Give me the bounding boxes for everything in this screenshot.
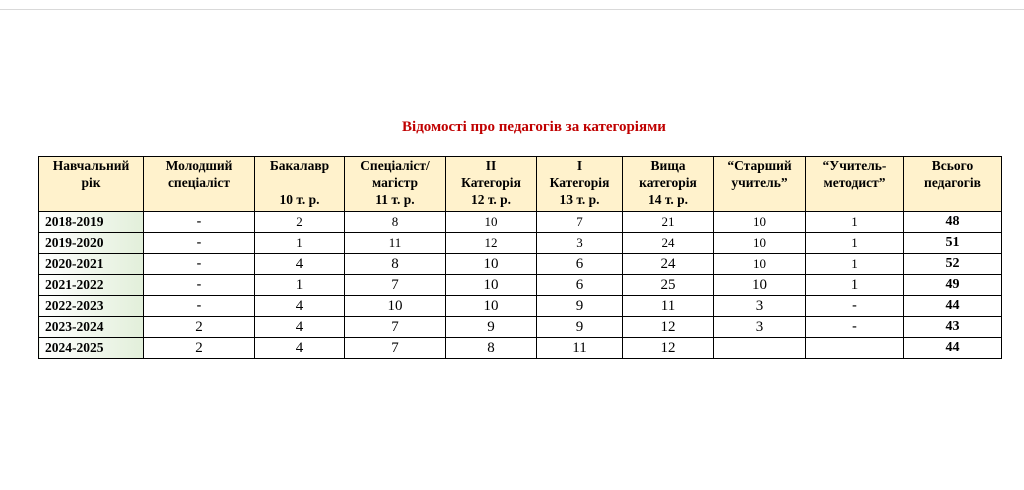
cell-category-2: 8 bbox=[446, 338, 537, 359]
header-total-teachers: Всього педагогів bbox=[904, 157, 1002, 212]
cell-category-1: 6 bbox=[537, 254, 623, 275]
header-highest-category: Вища категорія 14 т. р. bbox=[623, 157, 714, 212]
cell-senior-teacher: 10 bbox=[714, 212, 806, 233]
table-row bbox=[39, 296, 1002, 317]
cell-category-1: 9 bbox=[537, 317, 623, 338]
cell-teacher-methodist: 1 bbox=[806, 254, 904, 275]
cell-senior-teacher: 10 bbox=[714, 233, 806, 254]
table-row bbox=[39, 254, 1002, 275]
teachers-category-table bbox=[38, 156, 1002, 359]
cell-specialist-master: 7 bbox=[345, 338, 446, 359]
cell-teacher-methodist: 1 bbox=[806, 275, 904, 296]
cell-junior-specialist: - bbox=[144, 275, 255, 296]
cell-year: 2022-2023 bbox=[39, 296, 144, 317]
table-row bbox=[39, 275, 1002, 296]
table-row bbox=[39, 212, 1002, 233]
cell-teacher-methodist: 1 bbox=[806, 212, 904, 233]
header-academic-year: Навчальний рік bbox=[39, 157, 144, 212]
cell-bachelor: 4 bbox=[255, 296, 345, 317]
header-specialist-master: Спеціаліст/ магістр 11 т. р. bbox=[345, 157, 446, 212]
cell-highest-category: 11 bbox=[623, 296, 714, 317]
table-row bbox=[39, 338, 1002, 359]
cell-highest-category: 21 bbox=[623, 212, 714, 233]
header-junior-specialist: Молодший спеціаліст bbox=[144, 157, 255, 212]
cell-junior-specialist: 2 bbox=[144, 338, 255, 359]
cell-specialist-master: 8 bbox=[345, 254, 446, 275]
cell-teacher-methodist: - bbox=[806, 317, 904, 338]
cell-year: 2018-2019 bbox=[39, 212, 144, 233]
table-row bbox=[39, 317, 1002, 338]
document-title: Відомості про педагогів за категоріями bbox=[402, 119, 666, 135]
cell-category-2: 10 bbox=[446, 212, 537, 233]
top-divider bbox=[0, 9, 1024, 10]
cell-total: 49 bbox=[904, 275, 1002, 296]
cell-junior-specialist: - bbox=[144, 212, 255, 233]
cell-highest-category: 24 bbox=[623, 254, 714, 275]
cell-category-1: 11 bbox=[537, 338, 623, 359]
cell-specialist-master: 10 bbox=[345, 296, 446, 317]
cell-specialist-master: 7 bbox=[345, 275, 446, 296]
table-header-row bbox=[39, 157, 1002, 212]
cell-highest-category: 12 bbox=[623, 317, 714, 338]
header-category-2: II Категорія 12 т. р. bbox=[446, 157, 537, 212]
cell-junior-specialist: - bbox=[144, 296, 255, 317]
cell-teacher-methodist: 1 bbox=[806, 233, 904, 254]
cell-total: 48 bbox=[904, 212, 1002, 233]
cell-junior-specialist: - bbox=[144, 254, 255, 275]
header-teacher-methodist: “Учитель- методист” bbox=[806, 157, 904, 212]
cell-teacher-methodist: - bbox=[806, 296, 904, 317]
cell-total: 52 bbox=[904, 254, 1002, 275]
cell-junior-specialist: 2 bbox=[144, 317, 255, 338]
cell-senior-teacher: 10 bbox=[714, 275, 806, 296]
cell-total: 44 bbox=[904, 338, 1002, 359]
cell-year: 2023-2024 bbox=[39, 317, 144, 338]
cell-category-2: 9 bbox=[446, 317, 537, 338]
cell-senior-teacher: 3 bbox=[714, 317, 806, 338]
cell-total: 51 bbox=[904, 233, 1002, 254]
cell-category-1: 7 bbox=[537, 212, 623, 233]
cell-bachelor: 4 bbox=[255, 338, 345, 359]
cell-year: 2019-2020 bbox=[39, 233, 144, 254]
cell-category-2: 10 bbox=[446, 254, 537, 275]
cell-teacher-methodist bbox=[806, 338, 904, 359]
cell-senior-teacher bbox=[714, 338, 806, 359]
cell-bachelor: 1 bbox=[255, 233, 345, 254]
cell-category-1: 9 bbox=[537, 296, 623, 317]
cell-senior-teacher: 3 bbox=[714, 296, 806, 317]
cell-category-2: 10 bbox=[446, 296, 537, 317]
cell-specialist-master: 11 bbox=[345, 233, 446, 254]
cell-highest-category: 25 bbox=[623, 275, 714, 296]
cell-category-1: 6 bbox=[537, 275, 623, 296]
cell-highest-category: 12 bbox=[623, 338, 714, 359]
cell-senior-teacher: 10 bbox=[714, 254, 806, 275]
cell-total: 43 bbox=[904, 317, 1002, 338]
cell-category-2: 12 bbox=[446, 233, 537, 254]
cell-year: 2021-2022 bbox=[39, 275, 144, 296]
table-row bbox=[39, 233, 1002, 254]
cell-bachelor: 4 bbox=[255, 254, 345, 275]
cell-highest-category: 24 bbox=[623, 233, 714, 254]
cell-bachelor: 2 bbox=[255, 212, 345, 233]
header-category-1: I Категорія 13 т. р. bbox=[537, 157, 623, 212]
cell-specialist-master: 7 bbox=[345, 317, 446, 338]
cell-junior-specialist: - bbox=[144, 233, 255, 254]
cell-specialist-master: 8 bbox=[345, 212, 446, 233]
cell-category-2: 10 bbox=[446, 275, 537, 296]
cell-year: 2024-2025 bbox=[39, 338, 144, 359]
cell-bachelor: 4 bbox=[255, 317, 345, 338]
cell-total: 44 bbox=[904, 296, 1002, 317]
cell-bachelor: 1 bbox=[255, 275, 345, 296]
header-senior-teacher: “Старший учитель” bbox=[714, 157, 806, 212]
header-bachelor: Бакалавр 10 т. р. bbox=[255, 157, 345, 212]
cell-category-1: 3 bbox=[537, 233, 623, 254]
cell-year: 2020-2021 bbox=[39, 254, 144, 275]
